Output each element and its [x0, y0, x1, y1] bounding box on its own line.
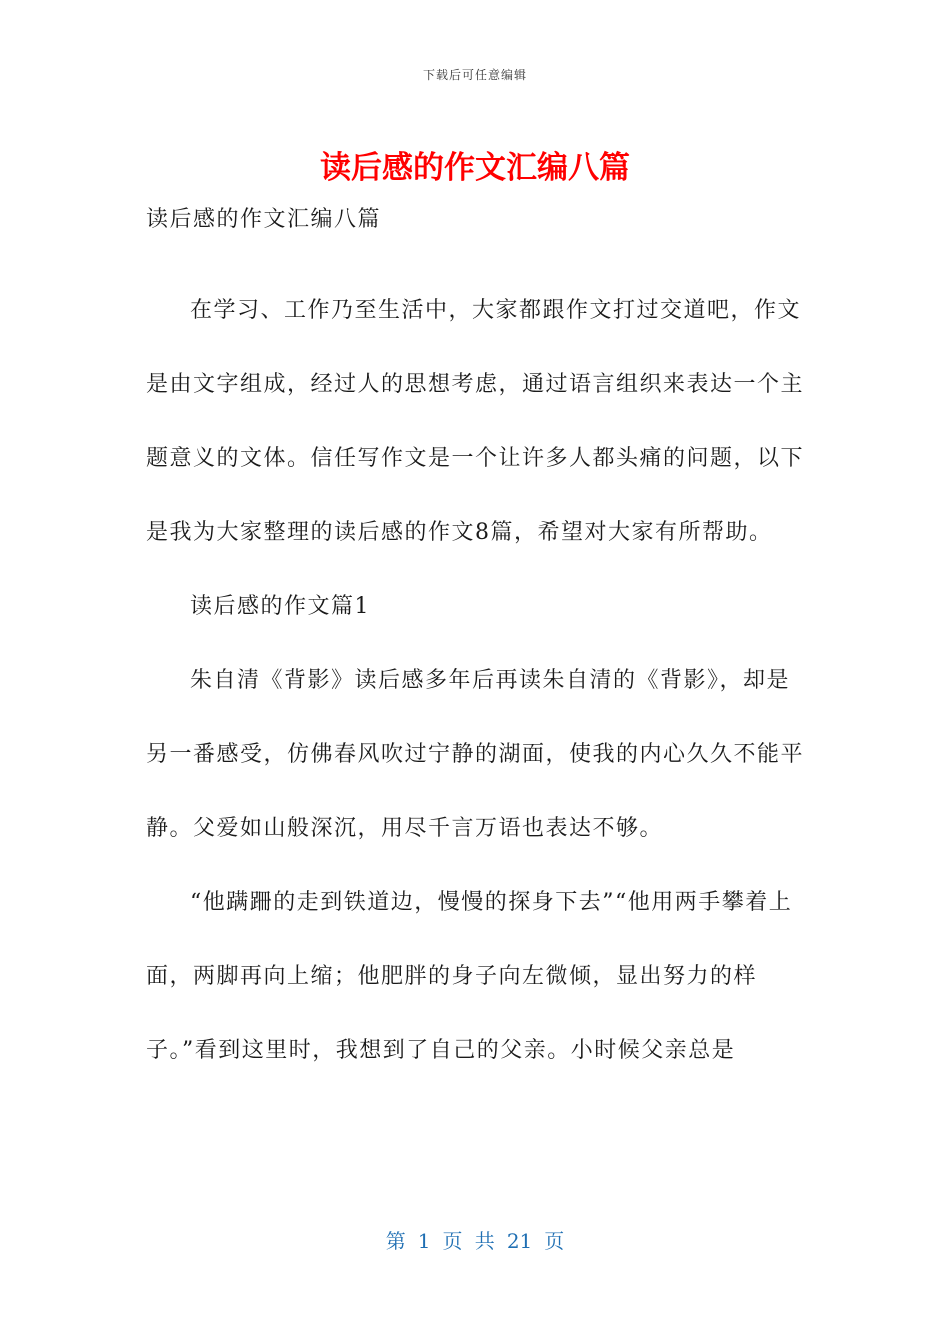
intro-paragraph: 在学习、工作乃至生活中，大家都跟作文打过交道吧，作文是由文字组成，经过人的思想考虑，通过语言组织来表达一个主题意义的文体。信任写作文是一个让许多人都头痛的问题，以下是我为大家整理的读后感的作文8篇，希望对大家有所帮助。	[146, 298, 805, 545]
page-current: 1	[417, 1229, 431, 1253]
body-paragraph-2: “他蹒跚的走到铁道边，慢慢的探身下去”“他用两手攀着上面，两脚再向上缩；他肥胖的身子向左微倾，显出努力的样子。”看到这里时，我想到了自己的父亲。小时候父亲总是	[146, 890, 793, 1063]
document-body	[146, 200, 806, 1088]
page-suffix: 页	[544, 1229, 565, 1253]
document-title: 读后感的作文汇编八篇	[320, 150, 630, 186]
header-note: 下载后可任意编辑	[422, 68, 527, 82]
section-heading-1: 读后感的作文篇1	[190, 594, 370, 619]
body-paragraph-1: 朱自清《背影》读后感多年后再读朱自清的《背影》，却是另一番感受，仿佛春风吹过宁静的湖面，使我的内心久久不能平静。父爱如山般深沉，用尽千言万语也表达不够。	[146, 668, 805, 841]
document-subtitle: 读后感的作文汇编八篇	[146, 207, 382, 232]
page-prefix: 第	[385, 1229, 406, 1253]
page-total: 21	[506, 1229, 533, 1253]
page-mid: 页 共	[442, 1229, 495, 1253]
page-number	[0, 1225, 950, 1254]
